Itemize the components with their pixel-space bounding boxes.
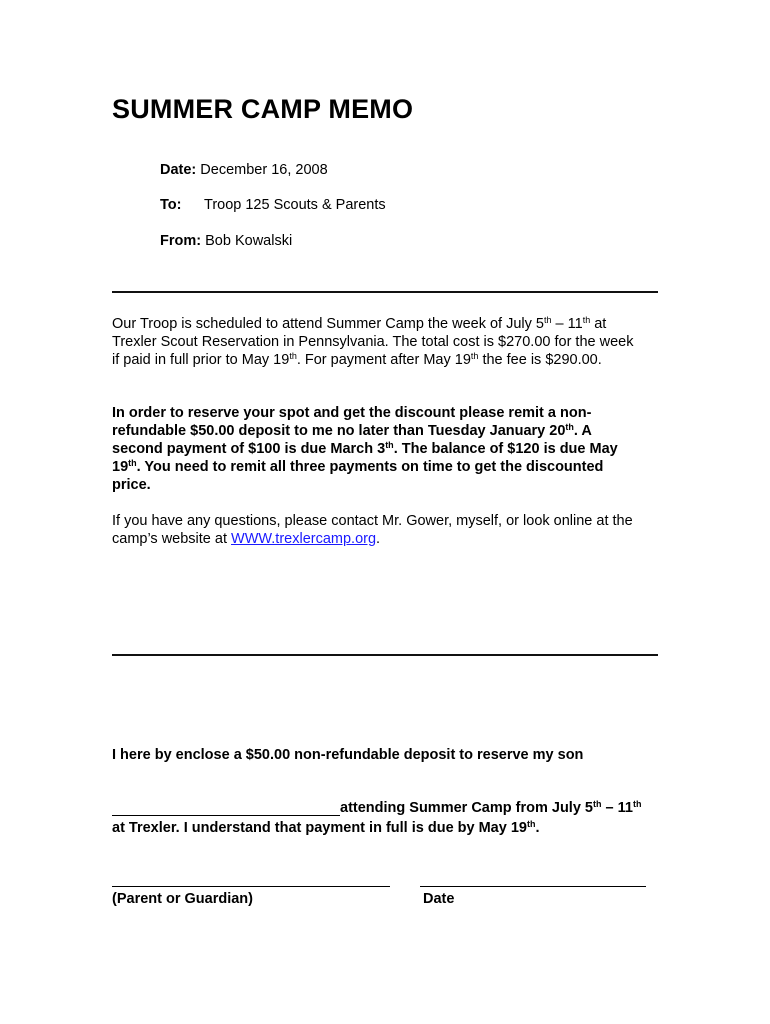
p2-text-b: . A second payment of $100 is due March 3 bbox=[112, 423, 592, 457]
paragraph-contact bbox=[112, 512, 642, 548]
p2-text-a: In order to reserve your spot and get the discount please remit a non-refundable $50.00 deposit to me no later than Tuesday January 20 bbox=[112, 405, 592, 439]
p1-sup-3: th bbox=[289, 351, 297, 361]
from-label: From: bbox=[160, 233, 202, 249]
to-row bbox=[160, 197, 386, 213]
parent-signature-line[interactable] bbox=[112, 886, 390, 887]
p2-text-d: . You need to remit all three payments on time to get the discounted price. bbox=[112, 459, 604, 493]
p2-sup-2: th bbox=[385, 440, 394, 450]
memo-title: SUMMER CAMP MEMO bbox=[112, 94, 414, 124]
son-name-line[interactable] bbox=[112, 815, 340, 816]
p1-text-b: – 11 bbox=[551, 316, 583, 332]
attend-text-d: . bbox=[535, 820, 540, 836]
p2-text-c: . The balance of $120 is due May 19 bbox=[112, 441, 618, 475]
p2-sup-3: th bbox=[128, 458, 137, 468]
attend-sup-1: th bbox=[593, 799, 602, 809]
p2-sup-1: th bbox=[565, 422, 574, 432]
top-divider bbox=[112, 291, 658, 293]
p1-sup-2: th bbox=[582, 315, 591, 325]
enclose-statement: I here by enclose a $50.00 non-refundable deposit to reserve my son bbox=[112, 747, 584, 763]
p1-sup-4: th bbox=[470, 351, 479, 361]
attending-statement bbox=[340, 800, 641, 816]
attend-sup-3: th bbox=[526, 819, 536, 829]
attend-text-a: attending Summer Camp from July 5 bbox=[340, 800, 593, 816]
bottom-divider bbox=[112, 654, 658, 656]
date-label: Date: bbox=[160, 162, 197, 178]
p1-text-d: . For payment after May 19 bbox=[296, 352, 471, 368]
p1-text-e: the fee is $290.00. bbox=[478, 352, 602, 368]
p3-text-a: If you have any questions, please contact Mr. Gower, myself, or look online at the camp’s website at bbox=[112, 513, 633, 547]
to-label: To: bbox=[160, 197, 182, 213]
signature-date-label: Date bbox=[423, 891, 455, 907]
paragraph-intro bbox=[112, 315, 642, 369]
p1-text-c: at Trexler Scout Reservation in Pennsylvania. The total cost is $270.00 for the week if paid in full prior to May 19 bbox=[112, 316, 634, 368]
attend-sup-2: th bbox=[632, 799, 642, 809]
attend-text-c: at Trexler. I understand that payment in full is due by May 19 bbox=[112, 820, 527, 836]
p1-text-a: Our Troop is scheduled to attend Summer Camp the week of July 5 bbox=[112, 316, 544, 332]
date-value: December 16, 2008 bbox=[200, 162, 328, 178]
date-row bbox=[160, 162, 328, 178]
from-row bbox=[160, 233, 292, 249]
parent-label: (Parent or Guardian) bbox=[112, 891, 253, 907]
to-value: Troop 125 Scouts & Parents bbox=[204, 197, 386, 213]
paragraph-deposit bbox=[112, 404, 642, 494]
camp-website-link[interactable]: WWW.trexlercamp.org bbox=[231, 531, 377, 547]
attend-text-b: – 11 bbox=[601, 800, 633, 816]
from-value: Bob Kowalski bbox=[205, 233, 293, 249]
date-signature-line[interactable] bbox=[420, 886, 646, 887]
p3-text-b: . bbox=[376, 531, 381, 547]
payment-statement bbox=[112, 820, 540, 836]
p1-sup-1: th bbox=[544, 315, 552, 325]
